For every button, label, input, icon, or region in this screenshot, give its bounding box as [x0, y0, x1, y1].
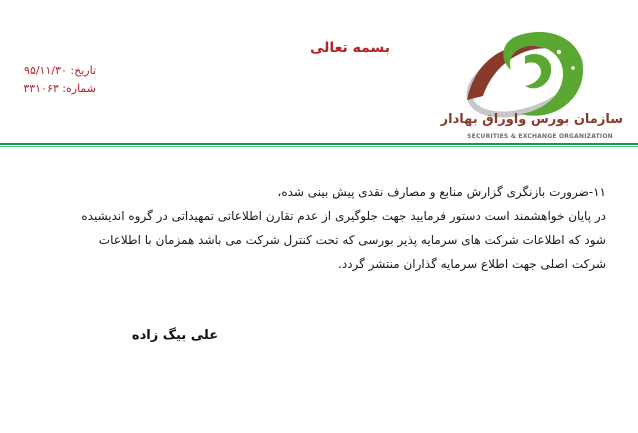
body-line: در پایان خواهشمند است دستور فرمایید جهت جلوگیری از عدم تقارن اطلاعاتی تمهیداتی در گروه اندیشیده [81, 209, 606, 223]
letter-meta [6, 62, 96, 98]
letter-header [0, 0, 638, 150]
number-label: شماره: [62, 82, 96, 95]
organization-name-fa: سازمان بورس واوراق بهادار [440, 112, 623, 127]
header-divider [0, 143, 638, 145]
number-value: ۳۳۱۰۶۳ [23, 82, 59, 95]
date-label: تاریخ: [70, 64, 96, 77]
body-line: شرکت اصلی جهت اطلاع سرمایه گذاران منتشر گردد. [338, 257, 606, 271]
letter-body [30, 180, 606, 276]
header-divider-secondary [0, 146, 638, 147]
body-line: شود که اطلاعات شرکت های سرمایه پذیر بورسی که تحت کنترل شرکت می باشد همزمان با اطلاعات [98, 233, 606, 247]
organization-name-en: SECURITIES & EXCHANGE ORGANIZATION [467, 133, 613, 140]
bismillah-heading: بسمه تعالی [309, 40, 391, 56]
signature-name: علی بیگ زاده [131, 328, 219, 343]
number-row [6, 80, 96, 98]
body-line: ۱۱-ضرورت بازنگری گزارش منابع و مصارف نقدی پیش بینی شده، [277, 185, 606, 199]
date-value: ۹۵/۱۱/۳۰ [24, 64, 67, 77]
date-row [6, 62, 96, 80]
